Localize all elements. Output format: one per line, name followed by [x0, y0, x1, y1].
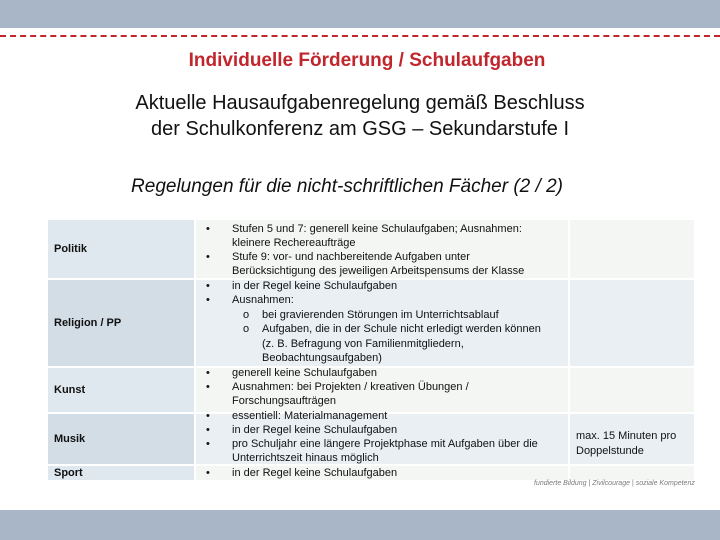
musik-note-line-2: Doppelstunde: [576, 445, 644, 457]
sub-bullet-icon: o: [243, 309, 250, 321]
subject-kunst: Kunst: [48, 368, 194, 412]
footer-slogan: fundierte Bildung | Zivilcourage | soziale Kompetenz: [534, 480, 695, 487]
bullet-icon: •: [206, 381, 210, 393]
bullet-sport-1: • in der Regel keine Schulaufgaben: [206, 467, 398, 479]
sub-bullet-religion-1: o bei gravierenden Störungen im Unterrichtsablauf: [243, 309, 499, 321]
religion-note-cell: [570, 280, 694, 366]
bullet-politik-1-cont: kleinere Rechereaufträge: [232, 237, 356, 249]
bullet-icon: •: [206, 438, 210, 450]
bullet-religion-2: • Ausnahmen:: [206, 294, 294, 306]
header-divider: [0, 35, 720, 37]
sub-bullet-religion-2-cont2: Beobachtungsaufgaben): [262, 352, 382, 364]
bottom-banner: [0, 510, 720, 540]
top-banner: [0, 0, 720, 28]
subject-politik: Politik: [48, 220, 194, 278]
bullet-kunst-2-cont: Forschungsaufträgen: [232, 395, 336, 407]
slide-title: Individuelle Förderung / Schulaufgaben: [188, 50, 546, 71]
bullet-icon: •: [206, 280, 210, 292]
subject-religion: Religion / PP: [48, 280, 194, 366]
sub-bullet-religion-2-cont: (z. B. Befragung von Familienmitgliedern,: [262, 338, 464, 350]
bullet-icon: •: [206, 424, 210, 436]
bullet-religion-1: • in der Regel keine Schulaufgaben: [206, 280, 398, 292]
bullet-kunst-2: • Ausnahmen: bei Projekten / kreativen Übungen /: [206, 381, 469, 393]
subject-musik: Musik: [48, 414, 194, 464]
bullet-musik-2-cont: Unterrichtszeit hinaus möglich: [232, 452, 379, 464]
bullet-musik-2: • pro Schuljahr eine längere Projektphase mit Aufgaben über die: [206, 438, 538, 450]
sub-bullet-icon: o: [243, 323, 250, 335]
subject-sport: Sport: [48, 466, 194, 480]
bullet-kunst-1: • generell keine Schulaufgaben: [206, 367, 377, 379]
sub-bullet-religion-2: o Aufgaben, die in der Schule nicht erledigt werden können: [243, 323, 541, 335]
bullet-icon: •: [206, 467, 210, 479]
bullet-icon: •: [206, 294, 210, 306]
subtitle-line-2: der Schulkonferenz am GSG – Sekundarstufe I: [151, 118, 569, 140]
bullet-politik-2: • Stufe 9: vor- und nachbereitende Aufgaben unter: [206, 251, 470, 263]
bullet-kunst-3: • essentiell: Materialmanagement: [206, 410, 388, 422]
musik-note-line-1: max. 15 Minuten pro: [576, 430, 677, 442]
rules-table: [48, 220, 694, 480]
bullet-politik-1: • Stufen 5 und 7: generell keine Schulaufgaben; Ausnahmen:: [206, 223, 522, 235]
bullet-icon: •: [206, 367, 210, 379]
bullet-musik-1: • in der Regel keine Schulaufgaben: [206, 424, 398, 436]
slide-subtitle: [60, 90, 660, 142]
section-heading: Regelungen für die nicht-schriftlichen Fächer (2 / 2): [131, 176, 563, 197]
politik-note-cell: [570, 220, 694, 278]
subtitle-line-1: Aktuelle Hausaufgabenregelung gemäß Beschluss: [135, 92, 585, 114]
bullet-icon: •: [206, 223, 210, 235]
bullet-icon: •: [206, 410, 210, 422]
bullet-icon: •: [206, 251, 210, 263]
bullet-politik-2-cont: Berücksichtigung des jeweiligen Arbeitspensums der Klasse: [232, 265, 525, 277]
sport-note-cell: [570, 466, 694, 480]
kunst-note-cell: [570, 368, 694, 412]
